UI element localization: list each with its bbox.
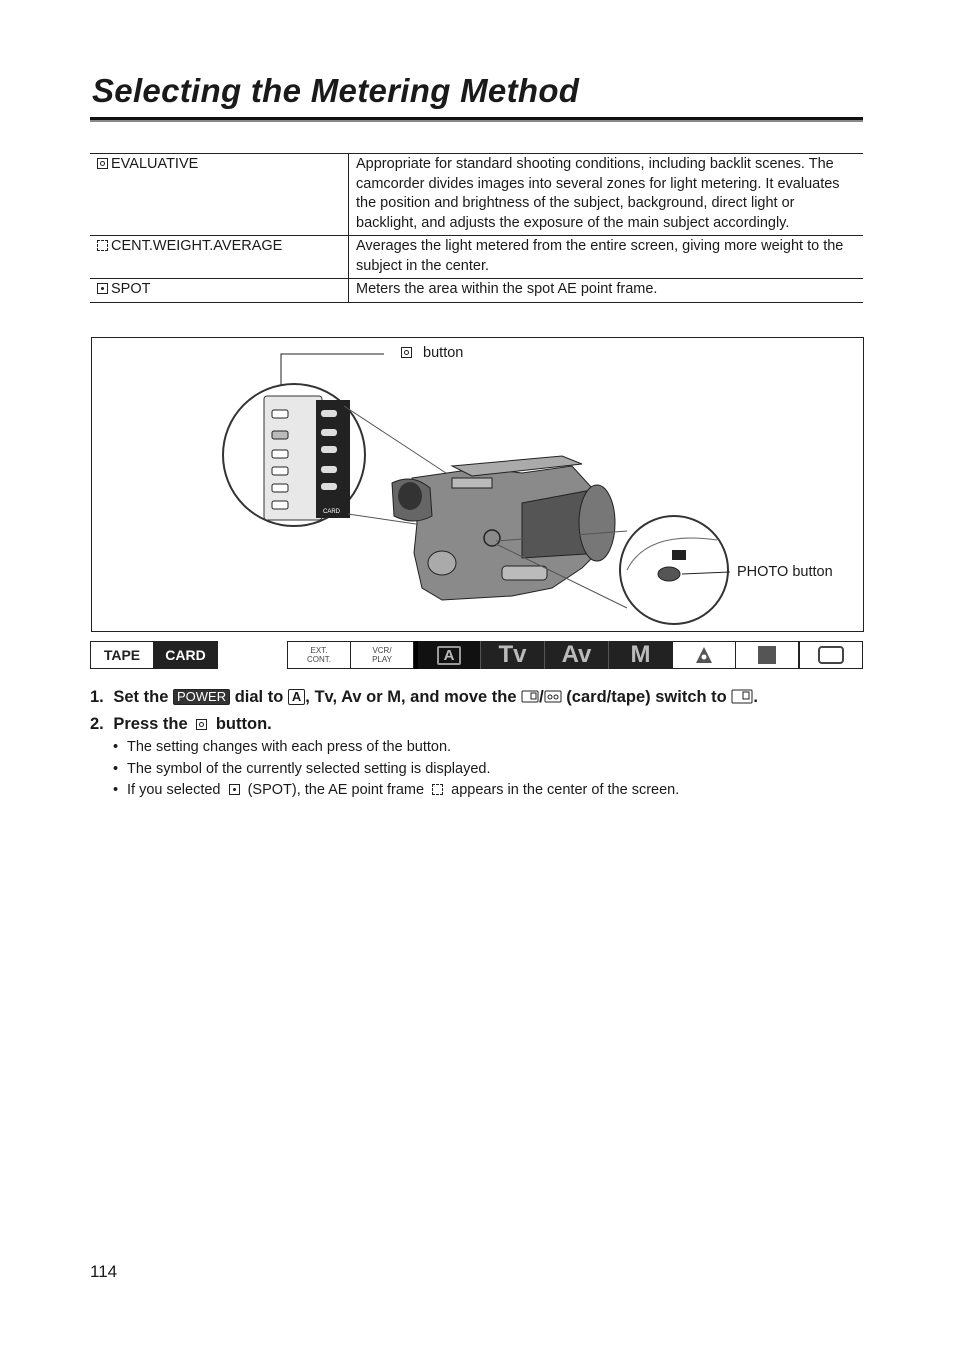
m-symbol: M bbox=[387, 688, 401, 706]
play-label: PLAY bbox=[372, 655, 392, 664]
bullet-text: The setting changes with each press of the button. bbox=[127, 739, 452, 755]
step-1 bbox=[90, 688, 758, 707]
card-mode: CARD bbox=[153, 641, 218, 669]
table-cell-mode bbox=[90, 154, 349, 236]
vcr-label: VCR/ bbox=[372, 646, 392, 655]
ext-label: EXT. bbox=[310, 646, 328, 655]
bullet-text: If you selected bbox=[127, 782, 221, 798]
av-mode: Av bbox=[544, 641, 608, 669]
step-text: . bbox=[753, 688, 758, 706]
spot-icon bbox=[229, 784, 240, 795]
card-icon bbox=[521, 690, 539, 703]
moon-icon bbox=[758, 646, 776, 664]
table-row bbox=[90, 279, 863, 303]
step-text: button. bbox=[215, 715, 272, 733]
mode-bar bbox=[90, 641, 863, 669]
bullet-text: (SPOT), the AE point frame bbox=[247, 782, 425, 798]
table-row bbox=[90, 154, 863, 236]
spotlight-icon bbox=[695, 646, 713, 664]
list-item bbox=[115, 782, 679, 798]
ae-point-frame-icon bbox=[432, 784, 443, 795]
panel-card-label: CARD bbox=[323, 509, 341, 515]
button-label: button bbox=[423, 345, 464, 361]
list-item bbox=[115, 761, 490, 777]
list-item bbox=[115, 739, 451, 755]
mode-name: SPOT bbox=[111, 281, 151, 297]
spot-icon bbox=[97, 283, 108, 294]
step-text: / bbox=[539, 688, 544, 706]
auto-mode-label: A bbox=[437, 646, 462, 665]
table-cell-desc: Meters the area within the spot AE point frame. bbox=[349, 279, 864, 303]
tv-mode: Tv bbox=[480, 641, 544, 669]
evaluative-icon bbox=[401, 347, 412, 358]
evaluative-icon bbox=[196, 719, 207, 730]
vcr-play-mode bbox=[350, 641, 414, 669]
table-cell-mode bbox=[90, 236, 349, 279]
night-mode bbox=[735, 641, 799, 669]
center-weighted-icon bbox=[97, 240, 108, 251]
ext-cont-mode bbox=[287, 641, 351, 669]
tape-mode: TAPE bbox=[90, 641, 154, 669]
title-rule bbox=[90, 117, 863, 122]
page-title: Selecting the Metering Method bbox=[92, 72, 580, 109]
camcorder-figure bbox=[91, 337, 864, 632]
bullet-text: appears in the center of the screen. bbox=[451, 782, 680, 798]
frame-icon bbox=[818, 646, 844, 664]
step-text: or bbox=[366, 688, 383, 706]
evaluative-icon bbox=[97, 158, 108, 169]
metering-table bbox=[90, 153, 863, 303]
full-screen-mode bbox=[799, 641, 863, 669]
mode-name: EVALUATIVE bbox=[111, 156, 199, 172]
spotlight-mode bbox=[672, 641, 736, 669]
page-number: 114 bbox=[90, 1262, 118, 1281]
step-text: , bbox=[332, 688, 338, 706]
table-row bbox=[90, 236, 863, 279]
step-text: Press the bbox=[113, 715, 188, 733]
table-cell-desc: Appropriate for standard shooting conditions, including backlit scenes. The camcorder divides images into several zones for light metering. It evaluates the position and brightness of the subject, background, direct light or backlight, and adjusts the exposure of the main subject accordingly. bbox=[349, 154, 864, 236]
step-text: , bbox=[305, 688, 310, 706]
tape-icon bbox=[544, 690, 562, 703]
step-text: Set the bbox=[113, 688, 169, 706]
av-symbol: Av bbox=[341, 688, 362, 706]
tv-symbol: Tv bbox=[314, 688, 333, 706]
step-2 bbox=[90, 715, 272, 734]
power-dial-chip: POWER bbox=[173, 689, 230, 705]
mode-name: CENT.WEIGHT.AVERAGE bbox=[111, 238, 283, 254]
step-text: (card/tape) switch to bbox=[566, 688, 727, 706]
m-mode: M bbox=[608, 641, 672, 669]
auto-mode bbox=[414, 641, 480, 669]
camcorder-illustration bbox=[92, 338, 863, 631]
step-text: , and move the bbox=[400, 688, 517, 706]
step-text: dial to bbox=[234, 688, 284, 706]
photo-button-callout: PHOTO button bbox=[737, 564, 833, 580]
metering-button-callout bbox=[401, 345, 463, 361]
auto-mode-chip: A bbox=[288, 689, 305, 705]
step-number: 1. bbox=[90, 688, 104, 706]
bullet-text: The symbol of the currently selected setting is displayed. bbox=[127, 761, 491, 777]
step-number: 2. bbox=[90, 715, 104, 733]
cont-label: CONT. bbox=[307, 655, 331, 664]
card-icon bbox=[731, 689, 753, 704]
table-cell-mode bbox=[90, 279, 349, 303]
table-cell-desc: Averages the light metered from the entire screen, giving more weight to the subject in the center. bbox=[349, 236, 864, 279]
